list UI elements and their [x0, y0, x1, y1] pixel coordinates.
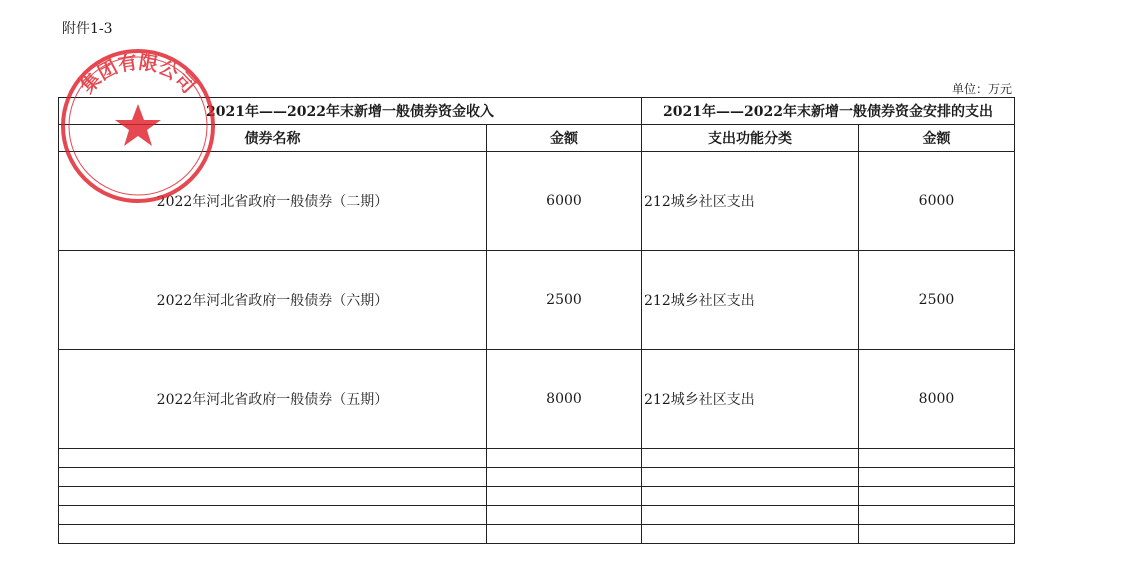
empty-cell — [59, 506, 487, 525]
amount-cell: 2500 — [487, 251, 642, 350]
empty-cell — [859, 449, 1015, 468]
attachment-label: 附件1-3 — [62, 21, 113, 37]
empty-cell — [859, 487, 1015, 506]
table-row — [59, 251, 1015, 350]
empty-cell — [859, 506, 1015, 525]
function-cell: 212城乡社区支出 — [642, 251, 859, 350]
table-column-header-row — [59, 125, 1015, 152]
function-cell: 212城乡社区支出 — [642, 152, 859, 251]
table-row — [59, 152, 1015, 251]
empty-cell — [59, 468, 487, 487]
empty-row — [59, 487, 1015, 506]
bond-name-cell: 2022年河北省政府一般债券（五期） — [59, 350, 487, 449]
empty-row — [59, 506, 1015, 525]
bond-name-cell: 2022年河北省政府一般债券（六期） — [59, 251, 487, 350]
empty-cell — [642, 525, 859, 544]
svg-text:集团有限公司 — [76, 50, 199, 97]
empty-cell — [487, 487, 642, 506]
empty-cell — [59, 487, 487, 506]
function-cell: 212城乡社区支出 — [642, 350, 859, 449]
bond-name-cell: 2022年河北省政府一般债券（二期） — [59, 152, 487, 251]
column-header-amount: 金额 — [487, 125, 642, 152]
unit-label: 单位：万元 — [952, 82, 1013, 96]
empty-cell — [487, 468, 642, 487]
empty-row — [59, 525, 1015, 544]
table-group-header-row — [59, 98, 1015, 125]
empty-row — [59, 449, 1015, 468]
bond-funds-table — [58, 97, 1015, 544]
column-header-expense-amount: 金额 — [859, 125, 1015, 152]
empty-row — [59, 468, 1015, 487]
empty-cell — [859, 468, 1015, 487]
empty-cell — [59, 449, 487, 468]
table-row — [59, 350, 1015, 449]
expense-amount-cell: 2500 — [859, 251, 1015, 350]
empty-cell — [642, 449, 859, 468]
empty-cell — [642, 468, 859, 487]
income-header: 2021年——2022年末新增一般债券资金收入 — [59, 98, 642, 125]
expense-header: 2021年——2022年末新增一般债券资金安排的支出 — [642, 98, 1015, 125]
amount-cell: 6000 — [487, 152, 642, 251]
seal-text: 集团有限公司 — [76, 51, 200, 98]
amount-cell: 8000 — [487, 350, 642, 449]
column-header-function: 支出功能分类 — [642, 125, 859, 152]
expense-amount-cell: 8000 — [859, 350, 1015, 449]
empty-cell — [642, 487, 859, 506]
empty-cell — [487, 525, 642, 544]
expense-amount-cell: 6000 — [859, 152, 1015, 251]
empty-cell — [487, 449, 642, 468]
empty-cell — [487, 506, 642, 525]
empty-cell — [642, 506, 859, 525]
column-header-bond-name: 债券名称 — [59, 125, 487, 152]
empty-cell — [59, 525, 487, 544]
empty-cell — [859, 525, 1015, 544]
